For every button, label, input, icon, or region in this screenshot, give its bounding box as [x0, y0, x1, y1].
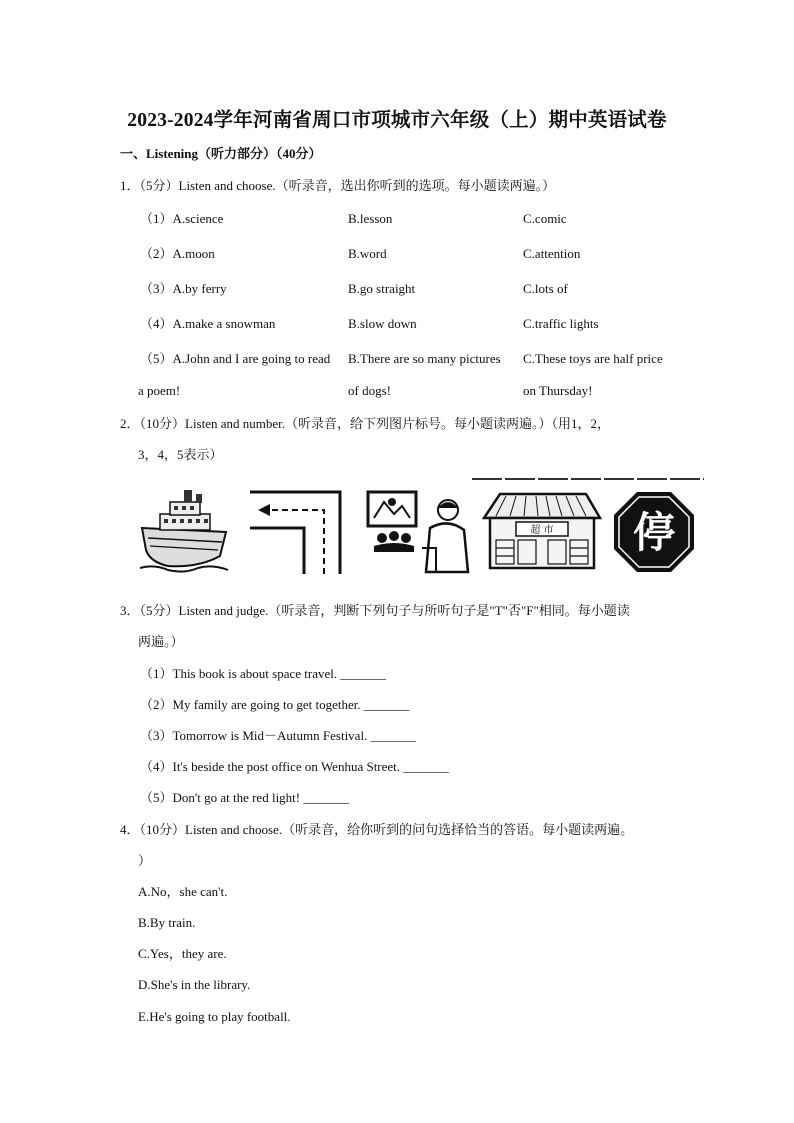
q1-item1-option-b: B.lesson: [348, 211, 393, 226]
q1-item5-option-b-line1: B.There are so many pictures: [348, 351, 501, 366]
question-3-stem-line1: 3．（5分）Listen and judge.（听录音，判断下列句子与所听句子是"T"否"F"相同。每小题读: [120, 603, 630, 618]
q3-statement-1: （1）This book is about space travel. _______: [140, 666, 386, 681]
q1-item5-option-c-line1: C.These toys are half price: [523, 351, 663, 366]
picture-top-border: [472, 476, 704, 482]
stop-sign-picture: [612, 490, 696, 574]
q4-option-d: D.She's in the library.: [138, 977, 251, 992]
q1-item3-option-b: B.go straight: [348, 281, 416, 296]
turn-left-road-picture: [248, 488, 348, 574]
q2-picture-strip: [138, 476, 704, 576]
q1-item1-option-a: （1）A.science: [140, 211, 224, 226]
q1-item5-option-a-line2: a poem!: [138, 383, 181, 398]
q1-item2-option-b: B.word: [348, 246, 387, 261]
q1-item4-option-b: B.slow down: [348, 316, 417, 331]
q3-statement-5: （5）Don't go at the red light! _______: [140, 790, 349, 805]
q1-item3-option-c: C.lots of: [523, 281, 568, 296]
question-4-stem-line1: 4．（10分）Listen and choose.（听录音，给你听到的问句选择恰当的答语。每小题读两遍。: [120, 822, 634, 837]
question-4-stem-line2: ）: [138, 853, 152, 868]
q3-statement-3: （3）Tomorrow is Mid－Autumn Festival. _______: [140, 728, 417, 743]
q1-item4-option-a: （4）A.make a snowman: [140, 316, 276, 331]
page-title: 2023-2024学年河南省周口市项城市六年级（上）期中英语试卷: [127, 110, 667, 131]
supermarket-picture: [482, 488, 602, 574]
q4-option-e: E.He's going to play football.: [138, 1009, 291, 1024]
q1-item5-option-c-line2: on Thursday!: [523, 383, 593, 398]
q1-item2-option-c: C.attention: [523, 246, 581, 261]
q1-item4-option-c: C.traffic lights: [523, 316, 599, 331]
q1-item1-option-c: C.comic: [523, 211, 567, 226]
q3-statement-4: （4）It's beside the post office on Wenhua Street. _______: [140, 759, 449, 774]
stop-sign-text: 停: [632, 508, 676, 557]
q1-item5-option-a-line1: （5）A.John and I are going to read: [140, 351, 331, 366]
market-sign-text: 超 市: [530, 525, 554, 536]
q1-item2-option-a: （2）A.moon: [140, 246, 215, 261]
q1-item5-option-b-line2: of dogs!: [348, 383, 391, 398]
q4-option-c: C.Yes，they are.: [138, 946, 227, 961]
q4-option-b: B.By train.: [138, 915, 196, 930]
q1-item3-option-a: （3）A.by ferry: [140, 281, 227, 296]
cinema-picture: [364, 488, 476, 574]
q4-option-a: A.No，she can't.: [138, 884, 228, 899]
question-2-stem-line1: 2．（10分）Listen and number.（听录音，给下列图片标号。每小题读两遍。）（用1，2，: [120, 416, 611, 431]
ship-picture: [138, 486, 234, 576]
section-heading-listening: 一、Listening（听力部分）（40分）: [120, 146, 322, 161]
question-2-stem-line2: 3，4，5表示）: [138, 447, 223, 462]
question-3-stem-line2: 两遍。）: [138, 634, 184, 649]
question-1-stem: 1．（5分）Listen and choose.（听录音，选出你听到的选项。每小题读两遍。）: [120, 178, 556, 193]
q3-statement-2: （2）My family are going to get together. _______: [140, 697, 410, 712]
